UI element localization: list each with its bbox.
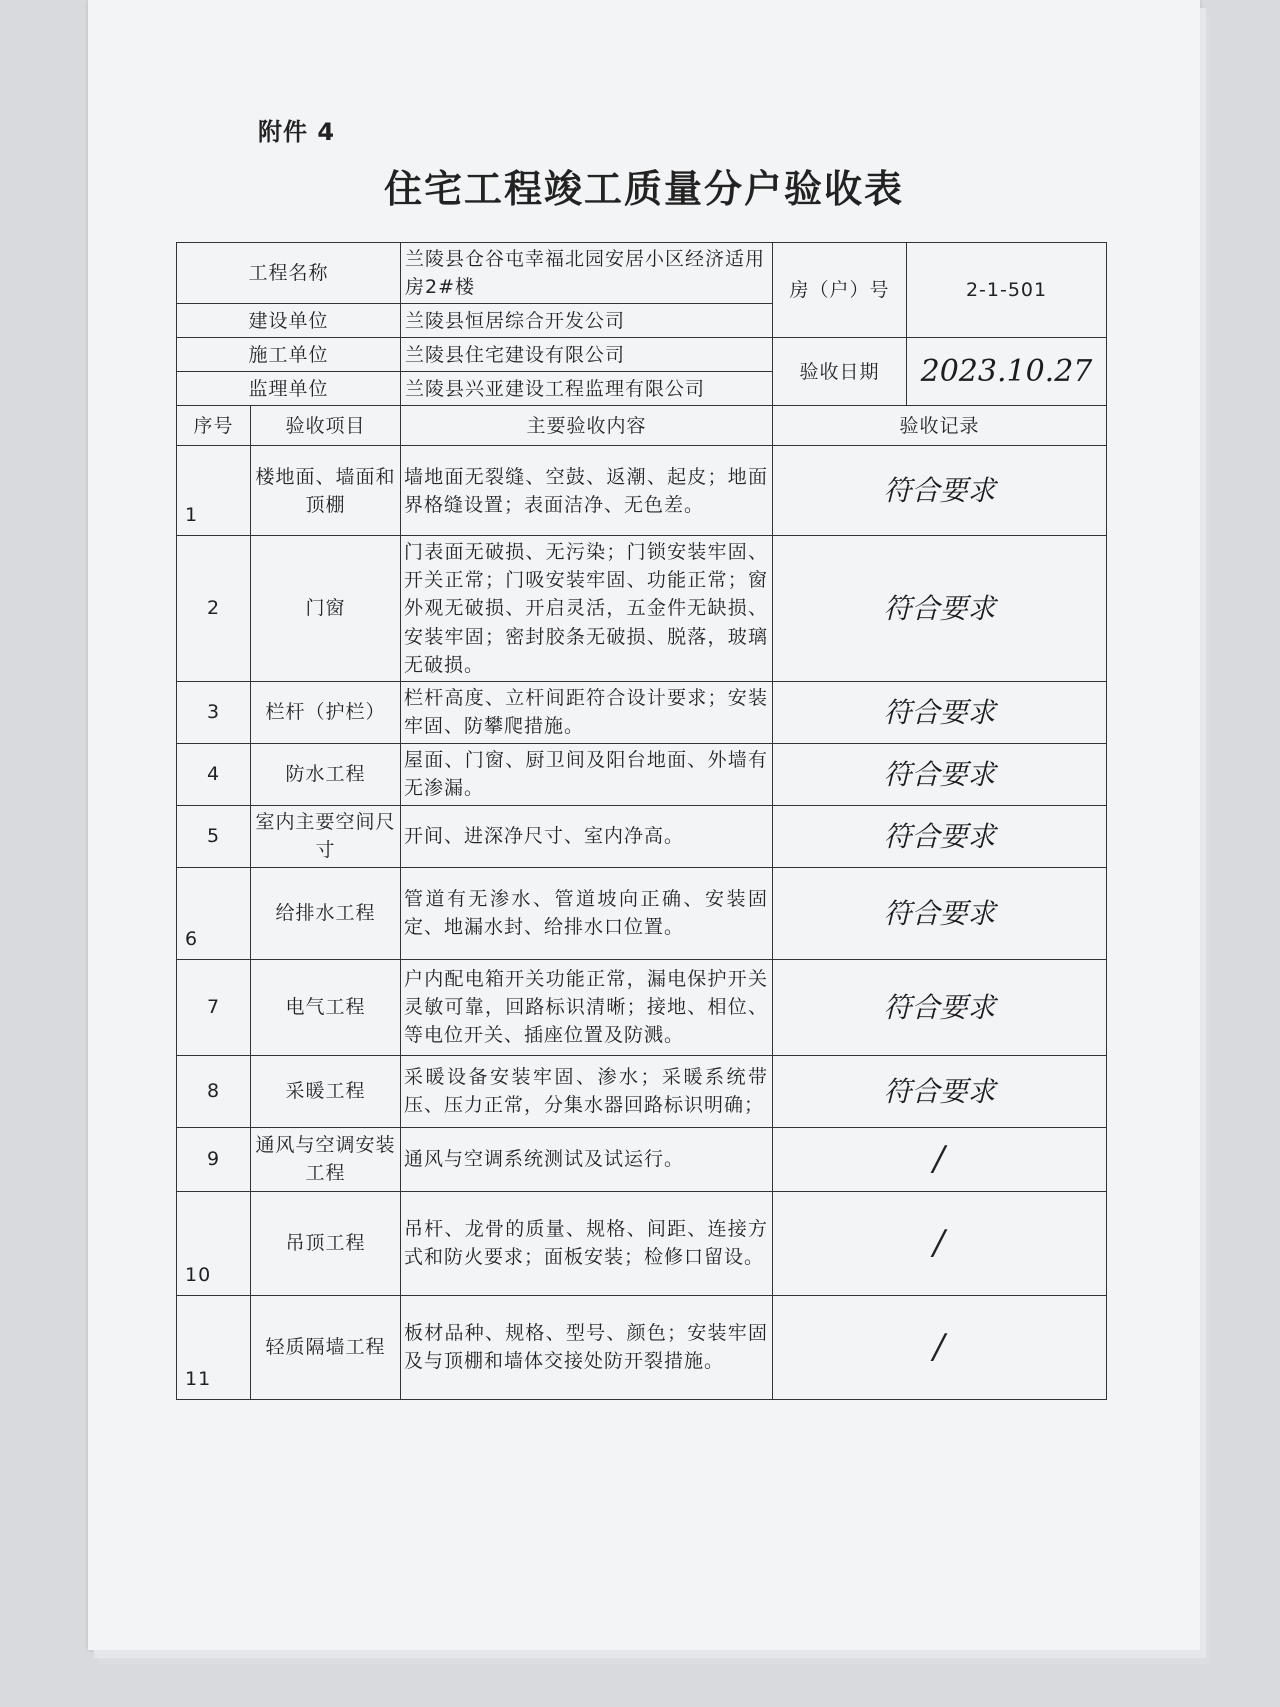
row-number: 4 (177, 743, 251, 805)
row-content: 开间、进深净尺寸、室内净高。 (401, 805, 773, 867)
row-record-signature: 符合要求 (773, 681, 1107, 743)
table-row (177, 446, 1107, 536)
row-record-slash: / (773, 1295, 1107, 1399)
row-content: 屋面、门窗、厨卫间及阳台地面、外墙有无渗漏。 (401, 743, 773, 805)
row-item: 吊顶工程 (251, 1191, 401, 1295)
table-row (177, 1127, 1107, 1191)
row-number: 5 (177, 805, 251, 867)
row-number: 1 (177, 446, 251, 536)
row-content: 栏杆高度、立杆间距符合设计要求；安装牢固、防攀爬措施。 (401, 681, 773, 743)
row-content: 通风与空调系统测试及试运行。 (401, 1127, 773, 1191)
row-record-signature: 符合要求 (773, 867, 1107, 959)
row-item: 楼地面、墙面和顶棚 (251, 446, 401, 536)
row-number: 3 (177, 681, 251, 743)
contractor-value: 兰陵县住宅建设有限公司 (401, 338, 773, 372)
row-item: 门窗 (251, 536, 401, 682)
col-header-no: 序号 (177, 406, 251, 446)
row-item: 轻质隔墙工程 (251, 1295, 401, 1399)
row-record-signature: 符合要求 (773, 1055, 1107, 1127)
project-name-value: 兰陵县仓谷屯幸福北园安居小区经济适用房2#楼 (401, 243, 773, 304)
project-name-label: 工程名称 (177, 243, 401, 304)
table-row (177, 681, 1107, 743)
row-content: 吊杆、龙骨的质量、规格、间距、连接方式和防火要求；面板安装；检修口留设。 (401, 1191, 773, 1295)
row-number: 11 (177, 1295, 251, 1399)
acceptance-table (176, 242, 1107, 1400)
table-row (177, 536, 1107, 682)
supervisor-label: 监理单位 (177, 372, 401, 406)
document-title: 住宅工程竣工质量分户验收表 (383, 167, 904, 211)
room-value: 2-1-501 (907, 243, 1107, 338)
room-label: 房（户）号 (773, 243, 907, 338)
row-item: 室内主要空间尺寸 (251, 805, 401, 867)
contractor-label: 施工单位 (177, 338, 401, 372)
row-record-slash: / (773, 1127, 1107, 1191)
table-row (177, 1055, 1107, 1127)
row-record-signature: 符合要求 (773, 805, 1107, 867)
row-content: 采暖设备安装牢固、渗水；采暖系统带压、压力正常，分集水器回路标识明确； (401, 1055, 773, 1127)
row-item: 电气工程 (251, 959, 401, 1055)
row-record-signature: 符合要求 (773, 536, 1107, 682)
builder-value: 兰陵县恒居综合开发公司 (401, 304, 773, 338)
table-row (177, 867, 1107, 959)
row-item: 防水工程 (251, 743, 401, 805)
supervisor-value: 兰陵县兴亚建设工程监理有限公司 (401, 372, 773, 406)
attachment-label: 附件 4 (258, 118, 336, 146)
document-page (88, 0, 1200, 1650)
table-row (177, 1295, 1107, 1399)
row-item: 通风与空调安装工程 (251, 1127, 401, 1191)
row-number: 8 (177, 1055, 251, 1127)
row-item: 采暖工程 (251, 1055, 401, 1127)
row-item: 栏杆（护栏） (251, 681, 401, 743)
row-record-signature: 符合要求 (773, 743, 1107, 805)
row-number: 2 (177, 536, 251, 682)
col-header-content: 主要验收内容 (401, 406, 773, 446)
row-record-signature: 符合要求 (773, 959, 1107, 1055)
row-number: 6 (177, 867, 251, 959)
date-signature: 2023.10.27 (907, 338, 1107, 406)
col-header-record: 验收记录 (773, 406, 1107, 446)
table-row (177, 743, 1107, 805)
row-content: 墙地面无裂缝、空鼓、返潮、起皮；地面界格缝设置；表面洁净、无色差。 (401, 446, 773, 536)
table-row (177, 805, 1107, 867)
row-content: 户内配电箱开关功能正常，漏电保护开关灵敏可靠，回路标识清晰；接地、相位、等电位开关、插座位置及防溅。 (401, 959, 773, 1055)
row-number: 10 (177, 1191, 251, 1295)
table-row (177, 959, 1107, 1055)
row-number: 9 (177, 1127, 251, 1191)
date-label: 验收日期 (773, 338, 907, 406)
row-content: 管道有无渗水、管道坡向正确、安装固定、地漏水封、给排水口位置。 (401, 867, 773, 959)
row-record-signature: 符合要求 (773, 446, 1107, 536)
row-content: 板材品种、规格、型号、颜色；安装牢固及与顶棚和墙体交接处防开裂措施。 (401, 1295, 773, 1399)
row-item: 给排水工程 (251, 867, 401, 959)
col-header-item: 验收项目 (251, 406, 401, 446)
row-number: 7 (177, 959, 251, 1055)
row-record-slash: / (773, 1191, 1107, 1295)
row-content: 门表面无破损、无污染；门锁安装牢固、开关正常；门吸安装牢固、功能正常；窗外观无破损、开启灵活，五金件无缺损、 安装牢固；密封胶条无破损、脱落，玻璃无破损。 (401, 536, 773, 682)
builder-label: 建设单位 (177, 304, 401, 338)
table-row (177, 1191, 1107, 1295)
